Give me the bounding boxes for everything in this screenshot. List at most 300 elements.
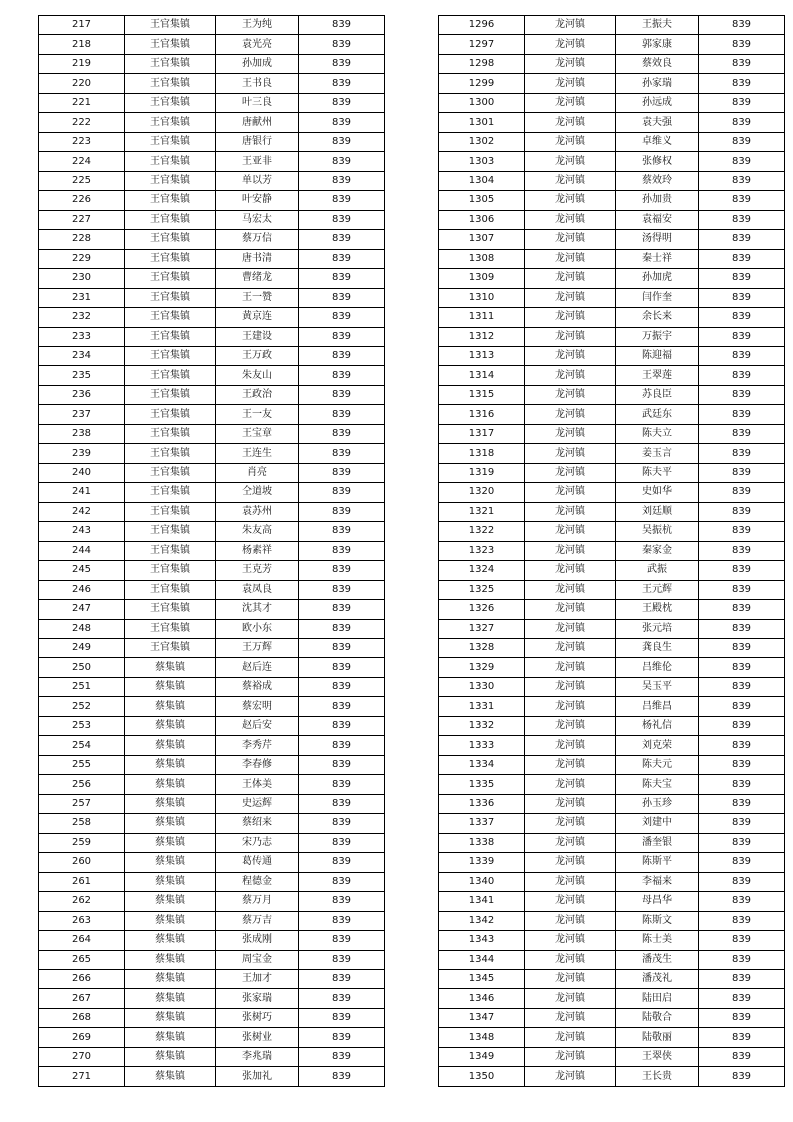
amount-cell: 839	[699, 171, 785, 190]
serial-number-cell: 1306	[439, 210, 525, 229]
table-row	[39, 483, 385, 502]
table-row	[439, 210, 785, 229]
name-cell: 龚良生	[616, 639, 699, 658]
serial-number-cell: 246	[39, 580, 125, 599]
table-row	[39, 853, 385, 872]
amount-cell: 839	[699, 463, 785, 482]
serial-number-cell: 1302	[439, 132, 525, 151]
name-cell: 李兆瑞	[216, 1047, 299, 1066]
town-cell: 王官集镇	[125, 132, 216, 151]
amount-cell: 839	[299, 35, 385, 54]
amount-cell: 839	[299, 619, 385, 638]
table-row	[439, 736, 785, 755]
name-cell: 王克芳	[216, 561, 299, 580]
serial-number-cell: 1296	[439, 16, 525, 35]
table-row	[39, 210, 385, 229]
town-cell: 龙河镇	[525, 716, 616, 735]
town-cell: 王官集镇	[125, 405, 216, 424]
serial-number-cell: 1320	[439, 483, 525, 502]
serial-number-cell: 1313	[439, 346, 525, 365]
amount-cell: 839	[299, 483, 385, 502]
table-row	[39, 16, 385, 35]
table-row	[39, 405, 385, 424]
amount-cell: 839	[699, 931, 785, 950]
amount-cell: 839	[299, 444, 385, 463]
serial-number-cell: 227	[39, 210, 125, 229]
amount-cell: 839	[699, 424, 785, 443]
name-cell: 张家瑞	[216, 989, 299, 1008]
amount-cell: 839	[299, 716, 385, 735]
serial-number-cell: 1329	[439, 658, 525, 677]
amount-cell: 839	[699, 794, 785, 813]
town-cell: 王官集镇	[125, 152, 216, 171]
amount-cell: 839	[299, 931, 385, 950]
amount-cell: 839	[299, 1067, 385, 1086]
table-row	[39, 35, 385, 54]
table-row	[439, 814, 785, 833]
amount-cell: 839	[299, 424, 385, 443]
serial-number-cell: 1301	[439, 113, 525, 132]
name-cell: 王长贵	[616, 1067, 699, 1086]
town-cell: 蔡集镇	[125, 794, 216, 813]
name-cell: 葛传通	[216, 853, 299, 872]
table-row	[39, 288, 385, 307]
town-cell: 蔡集镇	[125, 677, 216, 696]
amount-cell: 839	[699, 35, 785, 54]
name-cell: 孙远成	[616, 93, 699, 112]
left-roster-table	[38, 15, 385, 1087]
amount-cell: 839	[299, 814, 385, 833]
serial-number-cell: 249	[39, 639, 125, 658]
serial-number-cell: 1322	[439, 522, 525, 541]
table-row	[39, 716, 385, 735]
table-row	[39, 366, 385, 385]
table-row	[439, 561, 785, 580]
serial-number-cell: 1300	[439, 93, 525, 112]
town-cell: 龙河镇	[525, 54, 616, 73]
amount-cell: 839	[699, 54, 785, 73]
amount-cell: 839	[299, 210, 385, 229]
name-cell: 欧小东	[216, 619, 299, 638]
table-row	[39, 677, 385, 696]
serial-number-cell: 1333	[439, 736, 525, 755]
serial-number-cell: 259	[39, 833, 125, 852]
town-cell: 龙河镇	[525, 463, 616, 482]
town-cell: 蔡集镇	[125, 950, 216, 969]
name-cell: 沈其才	[216, 600, 299, 619]
name-cell: 朱友山	[216, 366, 299, 385]
amount-cell: 839	[699, 775, 785, 794]
table-row	[439, 269, 785, 288]
town-cell: 王官集镇	[125, 93, 216, 112]
town-cell: 龙河镇	[525, 1047, 616, 1066]
amount-cell: 839	[699, 853, 785, 872]
amount-cell: 839	[299, 911, 385, 930]
table-row	[39, 833, 385, 852]
amount-cell: 839	[299, 191, 385, 210]
amount-cell: 839	[699, 308, 785, 327]
name-cell: 王元辉	[616, 580, 699, 599]
amount-cell: 839	[699, 658, 785, 677]
town-cell: 龙河镇	[525, 755, 616, 774]
serial-number-cell: 1308	[439, 249, 525, 268]
table-row	[439, 1047, 785, 1066]
amount-cell: 839	[299, 132, 385, 151]
serial-number-cell: 243	[39, 522, 125, 541]
table-row	[439, 74, 785, 93]
name-cell: 孙加虎	[616, 269, 699, 288]
name-cell: 汤得明	[616, 230, 699, 249]
town-cell: 龙河镇	[525, 327, 616, 346]
serial-number-cell: 1344	[439, 950, 525, 969]
town-cell: 龙河镇	[525, 113, 616, 132]
town-cell: 龙河镇	[525, 308, 616, 327]
table-row	[39, 697, 385, 716]
serial-number-cell: 224	[39, 152, 125, 171]
town-cell: 龙河镇	[525, 74, 616, 93]
serial-number-cell: 226	[39, 191, 125, 210]
serial-number-cell: 229	[39, 249, 125, 268]
amount-cell: 839	[699, 288, 785, 307]
table-row	[39, 346, 385, 365]
table-row	[439, 366, 785, 385]
town-cell: 龙河镇	[525, 366, 616, 385]
serial-number-cell: 237	[39, 405, 125, 424]
serial-number-cell: 231	[39, 288, 125, 307]
amount-cell: 839	[699, 716, 785, 735]
table-row	[39, 269, 385, 288]
table-row	[439, 35, 785, 54]
serial-number-cell: 232	[39, 308, 125, 327]
name-cell: 李春修	[216, 755, 299, 774]
amount-cell: 839	[299, 288, 385, 307]
table-row	[439, 950, 785, 969]
serial-number-cell: 1345	[439, 969, 525, 988]
amount-cell: 839	[299, 269, 385, 288]
name-cell: 蔡效良	[616, 54, 699, 73]
name-cell: 刘建中	[616, 814, 699, 833]
serial-number-cell: 270	[39, 1047, 125, 1066]
serial-number-cell: 1331	[439, 697, 525, 716]
table-row	[39, 911, 385, 930]
amount-cell: 839	[699, 405, 785, 424]
table-row	[439, 911, 785, 930]
serial-number-cell: 1334	[439, 755, 525, 774]
amount-cell: 839	[299, 833, 385, 852]
table-row	[439, 639, 785, 658]
town-cell: 龙河镇	[525, 931, 616, 950]
table-row	[39, 950, 385, 969]
amount-cell: 839	[699, 152, 785, 171]
town-cell: 龙河镇	[525, 1067, 616, 1086]
table-row	[439, 522, 785, 541]
amount-cell: 839	[299, 405, 385, 424]
table-row	[39, 171, 385, 190]
town-cell: 蔡集镇	[125, 892, 216, 911]
name-cell: 孙加贵	[616, 191, 699, 210]
name-cell: 吴玉平	[616, 677, 699, 696]
town-cell: 龙河镇	[525, 385, 616, 404]
serial-number-cell: 1350	[439, 1067, 525, 1086]
amount-cell: 839	[699, 639, 785, 658]
town-cell: 龙河镇	[525, 269, 616, 288]
table-row	[439, 833, 785, 852]
table-row	[39, 230, 385, 249]
serial-number-cell: 241	[39, 483, 125, 502]
name-cell: 陈士美	[616, 931, 699, 950]
name-cell: 蔡万月	[216, 892, 299, 911]
table-row	[39, 541, 385, 560]
left-roster-body	[39, 16, 385, 1087]
amount-cell: 839	[699, 697, 785, 716]
town-cell: 蔡集镇	[125, 872, 216, 891]
table-row	[39, 931, 385, 950]
table-row	[439, 463, 785, 482]
serial-number-cell: 264	[39, 931, 125, 950]
amount-cell: 839	[699, 366, 785, 385]
serial-number-cell: 1314	[439, 366, 525, 385]
amount-cell: 839	[299, 327, 385, 346]
name-cell: 陈夫平	[616, 463, 699, 482]
table-row	[439, 54, 785, 73]
amount-cell: 839	[299, 16, 385, 35]
amount-cell: 839	[299, 677, 385, 696]
name-cell: 武振	[616, 561, 699, 580]
table-row	[39, 463, 385, 482]
amount-cell: 839	[699, 327, 785, 346]
serial-number-cell: 1337	[439, 814, 525, 833]
table-row	[439, 989, 785, 1008]
serial-number-cell: 218	[39, 35, 125, 54]
table-row	[39, 54, 385, 73]
amount-cell: 839	[299, 853, 385, 872]
town-cell: 王官集镇	[125, 385, 216, 404]
town-cell: 龙河镇	[525, 697, 616, 716]
town-cell: 龙河镇	[525, 833, 616, 852]
table-row	[39, 152, 385, 171]
town-cell: 蔡集镇	[125, 1028, 216, 1047]
name-cell: 蔡万吉	[216, 911, 299, 930]
table-row	[439, 444, 785, 463]
name-cell: 王殿枕	[616, 600, 699, 619]
amount-cell: 839	[299, 1008, 385, 1027]
table-row	[39, 132, 385, 151]
table-row	[439, 619, 785, 638]
town-cell: 王官集镇	[125, 541, 216, 560]
name-cell: 母昌华	[616, 892, 699, 911]
name-cell: 刘廷顺	[616, 502, 699, 521]
town-cell: 蔡集镇	[125, 697, 216, 716]
serial-number-cell: 1311	[439, 308, 525, 327]
name-cell: 唐银行	[216, 132, 299, 151]
table-row	[39, 619, 385, 638]
table-row	[39, 385, 385, 404]
serial-number-cell: 258	[39, 814, 125, 833]
name-cell: 王书良	[216, 74, 299, 93]
table-row	[439, 405, 785, 424]
table-row	[39, 502, 385, 521]
table-row	[439, 931, 785, 950]
town-cell: 龙河镇	[525, 561, 616, 580]
town-cell: 王官集镇	[125, 113, 216, 132]
serial-number-cell: 1347	[439, 1008, 525, 1027]
name-cell: 王一赞	[216, 288, 299, 307]
serial-number-cell: 268	[39, 1008, 125, 1027]
table-row	[439, 541, 785, 560]
town-cell: 龙河镇	[525, 171, 616, 190]
name-cell: 赵后连	[216, 658, 299, 677]
serial-number-cell: 248	[39, 619, 125, 638]
name-cell: 陈迎福	[616, 346, 699, 365]
amount-cell: 839	[299, 249, 385, 268]
amount-cell: 839	[299, 969, 385, 988]
town-cell: 王官集镇	[125, 463, 216, 482]
name-cell: 宋乃志	[216, 833, 299, 852]
table-row	[39, 600, 385, 619]
town-cell: 王官集镇	[125, 619, 216, 638]
town-cell: 龙河镇	[525, 93, 616, 112]
name-cell: 陆敬合	[616, 1008, 699, 1027]
serial-number-cell: 256	[39, 775, 125, 794]
name-cell: 陆敬丽	[616, 1028, 699, 1047]
serial-number-cell: 238	[39, 424, 125, 443]
amount-cell: 839	[699, 113, 785, 132]
town-cell: 蔡集镇	[125, 716, 216, 735]
town-cell: 龙河镇	[525, 35, 616, 54]
table-row	[439, 230, 785, 249]
table-row	[439, 152, 785, 171]
town-cell: 龙河镇	[525, 405, 616, 424]
town-cell: 王官集镇	[125, 35, 216, 54]
name-cell: 孙家瑞	[616, 74, 699, 93]
serial-number-cell: 250	[39, 658, 125, 677]
right-roster-table	[438, 15, 785, 1087]
table-row	[439, 716, 785, 735]
serial-number-cell: 255	[39, 755, 125, 774]
name-cell: 袁福安	[616, 210, 699, 229]
serial-number-cell: 1332	[439, 716, 525, 735]
serial-number-cell: 263	[39, 911, 125, 930]
table-row	[39, 872, 385, 891]
town-cell: 王官集镇	[125, 366, 216, 385]
town-cell: 蔡集镇	[125, 989, 216, 1008]
name-cell: 吕维昌	[616, 697, 699, 716]
table-row	[439, 1067, 785, 1086]
town-cell: 蔡集镇	[125, 911, 216, 930]
town-cell: 蔡集镇	[125, 853, 216, 872]
town-cell: 龙河镇	[525, 522, 616, 541]
table-row	[39, 308, 385, 327]
name-cell: 单以芳	[216, 171, 299, 190]
amount-cell: 839	[299, 872, 385, 891]
name-cell: 黄京连	[216, 308, 299, 327]
name-cell: 刘克荣	[616, 736, 699, 755]
table-row	[439, 288, 785, 307]
serial-number-cell: 1315	[439, 385, 525, 404]
town-cell: 龙河镇	[525, 580, 616, 599]
serial-number-cell: 1318	[439, 444, 525, 463]
amount-cell: 839	[699, 210, 785, 229]
serial-number-cell: 242	[39, 502, 125, 521]
name-cell: 袁苏州	[216, 502, 299, 521]
name-cell: 张元培	[616, 619, 699, 638]
table-row	[439, 755, 785, 774]
table-row	[39, 892, 385, 911]
table-row	[439, 677, 785, 696]
amount-cell: 839	[699, 1028, 785, 1047]
serial-number-cell: 233	[39, 327, 125, 346]
town-cell: 龙河镇	[525, 288, 616, 307]
serial-number-cell: 1346	[439, 989, 525, 1008]
name-cell: 王建设	[216, 327, 299, 346]
name-cell: 程德金	[216, 872, 299, 891]
town-cell: 王官集镇	[125, 502, 216, 521]
amount-cell: 839	[699, 989, 785, 1008]
serial-number-cell: 267	[39, 989, 125, 1008]
name-cell: 王体美	[216, 775, 299, 794]
serial-number-cell: 220	[39, 74, 125, 93]
town-cell: 龙河镇	[525, 989, 616, 1008]
table-row	[439, 327, 785, 346]
table-row	[39, 93, 385, 112]
amount-cell: 839	[299, 892, 385, 911]
amount-cell: 839	[299, 152, 385, 171]
name-cell: 姜玉言	[616, 444, 699, 463]
amount-cell: 839	[699, 755, 785, 774]
name-cell: 史如华	[616, 483, 699, 502]
serial-number-cell: 244	[39, 541, 125, 560]
name-cell: 王亚非	[216, 152, 299, 171]
name-cell: 蔡万信	[216, 230, 299, 249]
table-row	[439, 308, 785, 327]
name-cell: 万振宇	[616, 327, 699, 346]
table-row	[39, 327, 385, 346]
amount-cell: 839	[699, 580, 785, 599]
amount-cell: 839	[699, 814, 785, 833]
serial-number-cell: 221	[39, 93, 125, 112]
name-cell: 唐书清	[216, 249, 299, 268]
serial-number-cell: 1310	[439, 288, 525, 307]
name-cell: 袁凤良	[216, 580, 299, 599]
name-cell: 郭家康	[616, 35, 699, 54]
town-cell: 龙河镇	[525, 249, 616, 268]
amount-cell: 839	[699, 269, 785, 288]
name-cell: 张树业	[216, 1028, 299, 1047]
amount-cell: 839	[699, 1008, 785, 1027]
amount-cell: 839	[299, 600, 385, 619]
table-row	[39, 775, 385, 794]
name-cell: 李秀芹	[216, 736, 299, 755]
table-row	[39, 969, 385, 988]
town-cell: 王官集镇	[125, 171, 216, 190]
amount-cell: 839	[299, 794, 385, 813]
serial-number-cell: 271	[39, 1067, 125, 1086]
serial-number-cell: 1323	[439, 541, 525, 560]
amount-cell: 839	[699, 249, 785, 268]
serial-number-cell: 1312	[439, 327, 525, 346]
town-cell: 龙河镇	[525, 191, 616, 210]
town-cell: 王官集镇	[125, 288, 216, 307]
serial-number-cell: 1307	[439, 230, 525, 249]
table-row	[39, 989, 385, 1008]
serial-number-cell: 1335	[439, 775, 525, 794]
name-cell: 闫作奎	[616, 288, 699, 307]
amount-cell: 839	[699, 833, 785, 852]
amount-cell: 839	[299, 366, 385, 385]
table-row	[439, 93, 785, 112]
serial-number-cell: 1342	[439, 911, 525, 930]
amount-cell: 839	[699, 1047, 785, 1066]
